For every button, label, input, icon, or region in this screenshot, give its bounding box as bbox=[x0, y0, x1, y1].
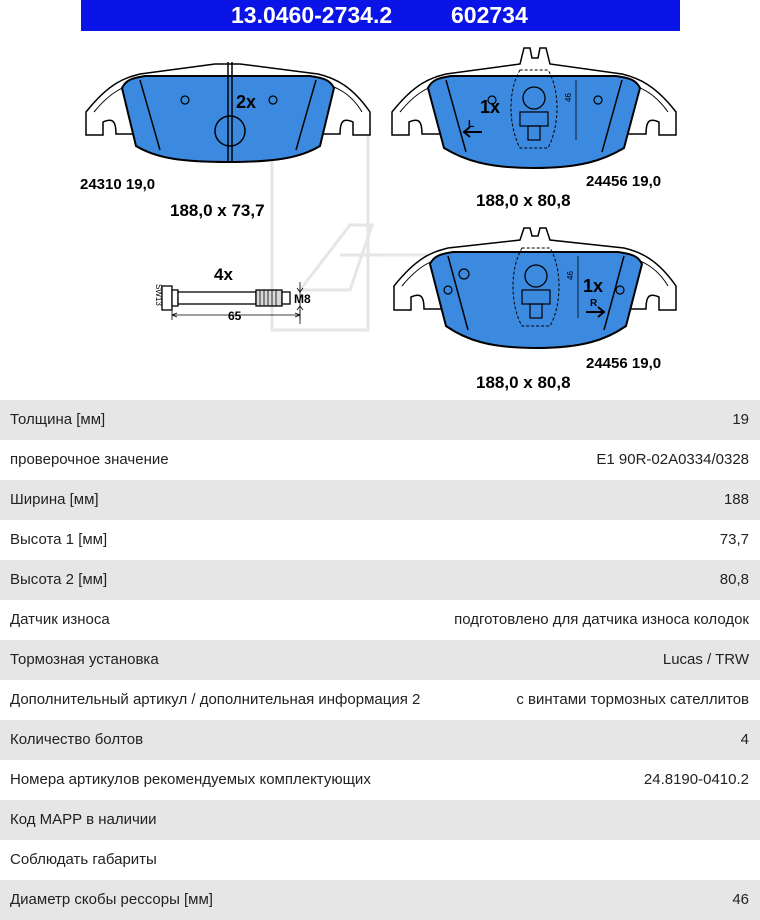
pad-left-size: 188,0 x 73,7 bbox=[170, 201, 265, 220]
spec-value: 19 bbox=[732, 411, 749, 428]
pad-right-bottom-sensor-dim: 46 bbox=[566, 271, 575, 280]
spec-value: E1 90R-02A0334/0328 bbox=[596, 451, 749, 468]
spec-label: Диаметр скобы рессоры [мм] bbox=[10, 891, 213, 908]
spec-label: Номера артикулов рекомендуемых комплектующих bbox=[10, 771, 371, 788]
spec-value: подготовлено для датчика износа колодок bbox=[454, 611, 749, 628]
brake-pad-drawing bbox=[0, 31, 760, 400]
bolt-thread: M8 bbox=[294, 292, 311, 306]
spec-value: 46 bbox=[732, 891, 749, 908]
spec-label: проверочное значение bbox=[10, 451, 169, 468]
pad-left-code: 24310 19,0 bbox=[80, 176, 156, 193]
spec-label: Дополнительный артикул / дополнительная информация 2 bbox=[10, 691, 421, 708]
spec-value: 24.8190-0410.2 bbox=[643, 771, 749, 788]
product-header bbox=[81, 0, 680, 31]
spec-label: Количество болтов bbox=[10, 731, 144, 748]
spec-value: 73,7 bbox=[719, 531, 749, 548]
short-number: 602734 bbox=[451, 2, 528, 28]
spec-row-height-2 bbox=[0, 560, 760, 600]
spec-label: Ширина [мм] bbox=[10, 491, 99, 508]
spec-row-bolt-count bbox=[0, 720, 760, 760]
pad-right-bottom-code: 24456 19,0 bbox=[586, 355, 662, 372]
bolt-length: 65 bbox=[228, 309, 242, 323]
brake-pad-right-top bbox=[392, 48, 676, 168]
pad-right-top-size: 188,0 x 80,8 bbox=[476, 191, 571, 210]
spec-row-spring-diameter bbox=[0, 880, 760, 920]
spec-label: Высота 1 [мм] bbox=[10, 531, 108, 548]
spec-label: Высота 2 [мм] bbox=[10, 571, 108, 588]
spec-value: 188 bbox=[723, 491, 749, 508]
spec-value: 4 bbox=[740, 731, 749, 748]
pad-left-qty: 2x bbox=[236, 92, 257, 112]
bolt-qty: 4x bbox=[214, 265, 233, 284]
spec-label: Датчик износа bbox=[10, 611, 110, 628]
spec-label: Код MAPP в наличии bbox=[10, 811, 157, 828]
spec-row-additional-info bbox=[0, 680, 760, 720]
spec-row-brake-system bbox=[0, 640, 760, 680]
spec-label: Толщина [мм] bbox=[10, 411, 106, 428]
spec-row-height-1 bbox=[0, 520, 760, 560]
spec-value: 80,8 bbox=[719, 571, 749, 588]
pad-right-top-code: 24456 19,0 bbox=[586, 173, 662, 190]
pad-right-bottom-size: 188,0 x 80,8 bbox=[476, 373, 571, 392]
spec-label: Соблюдать габариты bbox=[10, 851, 157, 868]
spec-value: с винтами тормозных сателлитов bbox=[516, 691, 749, 708]
spec-row-wear-sensor bbox=[0, 600, 760, 640]
bolt-wrench-size: SW13 bbox=[154, 284, 163, 306]
spec-row-mapp-code bbox=[0, 800, 760, 840]
pad-right-top-sensor-dim: 46 bbox=[564, 93, 573, 102]
pad-right-top-qty: 1x bbox=[480, 97, 501, 117]
spec-value: Lucas / TRW bbox=[662, 651, 749, 668]
pad-right-top-side: L bbox=[468, 119, 475, 130]
spec-row-recommended-parts bbox=[0, 760, 760, 800]
pad-right-bottom-qty: 1x bbox=[583, 276, 604, 296]
spec-row-observe-dimensions bbox=[0, 840, 760, 880]
brake-pad-left bbox=[86, 62, 370, 162]
pad-right-bottom-side: R bbox=[590, 298, 598, 309]
spec-row-test-value bbox=[0, 440, 760, 480]
specifications-table bbox=[0, 400, 760, 920]
part-number: 13.0460-2734.2 bbox=[231, 2, 393, 28]
spec-row-width bbox=[0, 480, 760, 520]
brake-pad-right-bottom bbox=[394, 228, 676, 348]
bolt-drawing bbox=[154, 265, 311, 324]
spec-label: Тормозная установка bbox=[10, 651, 159, 668]
spec-row-thickness bbox=[0, 400, 760, 440]
